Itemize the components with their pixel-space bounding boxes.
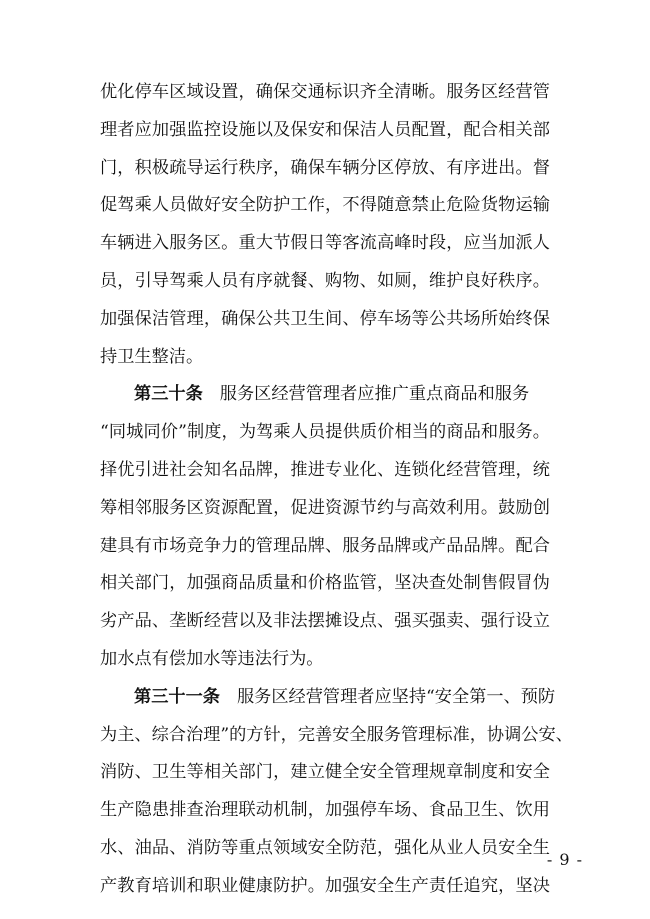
text-line: 持卫生整洁。	[100, 346, 204, 367]
text-line: 理者应加强监控设施以及保安和保洁人员配置，配合相关部	[100, 119, 550, 140]
text-line: 生产隐患排查治理联动机制，加强停车场、食品卫生、饮用	[100, 800, 550, 821]
text-line: 产教育培训和职业健康防护。加强安全生产责任追究，坚决	[100, 875, 550, 896]
text-line: “同城同价”制度，为驾乘人员提供质价相当的商品和服务。	[100, 422, 550, 443]
article-31	[100, 679, 573, 906]
article-30	[100, 376, 550, 678]
text-line: 优化停车区域设置，确保交通标识齐全清晰。服务区经营管	[100, 82, 550, 102]
text-line: 促驾乘人员做好安全防护工作，不得随意禁止危险货物运输	[100, 195, 550, 216]
text-line: 加强保洁管理，确保公共卫生间、停车场等公共场所始终保	[100, 308, 550, 329]
article-number: 第三十一条	[134, 686, 220, 707]
text-line: 为主、综合治理”的方针，完善安全服务管理标准，协调公安、	[100, 724, 573, 745]
text-line: 建具有市场竞争力的管理品牌、服务品牌或产品品牌。配合	[100, 535, 550, 556]
text-line: 劣产品、垄断经营以及非法摆摊设点、强买强卖、强行设立	[100, 611, 550, 632]
text-line: 水、油品、消防等重点领域安全防范，强化从业人员安全生	[100, 837, 550, 858]
text-line: 加水点有偿加水等违法行为。	[100, 648, 324, 669]
document-body	[100, 74, 573, 906]
page-number: - 9 -	[546, 850, 584, 869]
text-line: 门，积极疏导运行秩序，确保车辆分区停放、有序进出。督	[100, 157, 550, 178]
text-line: 员，引导驾乘人员有序就餐、购物、如厕，维护良好秩序。	[100, 270, 550, 291]
text-line: 择优引进社会知名品牌，推进专业化、连锁化经营管理，统	[100, 459, 550, 480]
text-line: 车辆进入服务区。重大节假日等客流高峰时段，应当加派人	[100, 233, 550, 254]
article-number: 第三十条	[134, 384, 203, 405]
text-line: 消防、卫生等相关部门，建立健全安全管理规章制度和安全	[100, 762, 550, 783]
text-line: 筹相邻服务区资源配置，促进资源节约与高效利用。鼓励创	[100, 497, 550, 518]
text-line: 服务区经营管理者应推广重点商品和服务	[219, 384, 530, 405]
text-line: 服务区经营管理者应坚持“安全第一、预防	[236, 686, 556, 707]
article-heading-line	[100, 376, 550, 414]
text-line: 相关部门，加强商品质量和价格监管，坚决查处制售假冒伪	[100, 573, 550, 594]
article-heading-line	[100, 679, 556, 717]
paragraph-continuation	[100, 74, 550, 376]
